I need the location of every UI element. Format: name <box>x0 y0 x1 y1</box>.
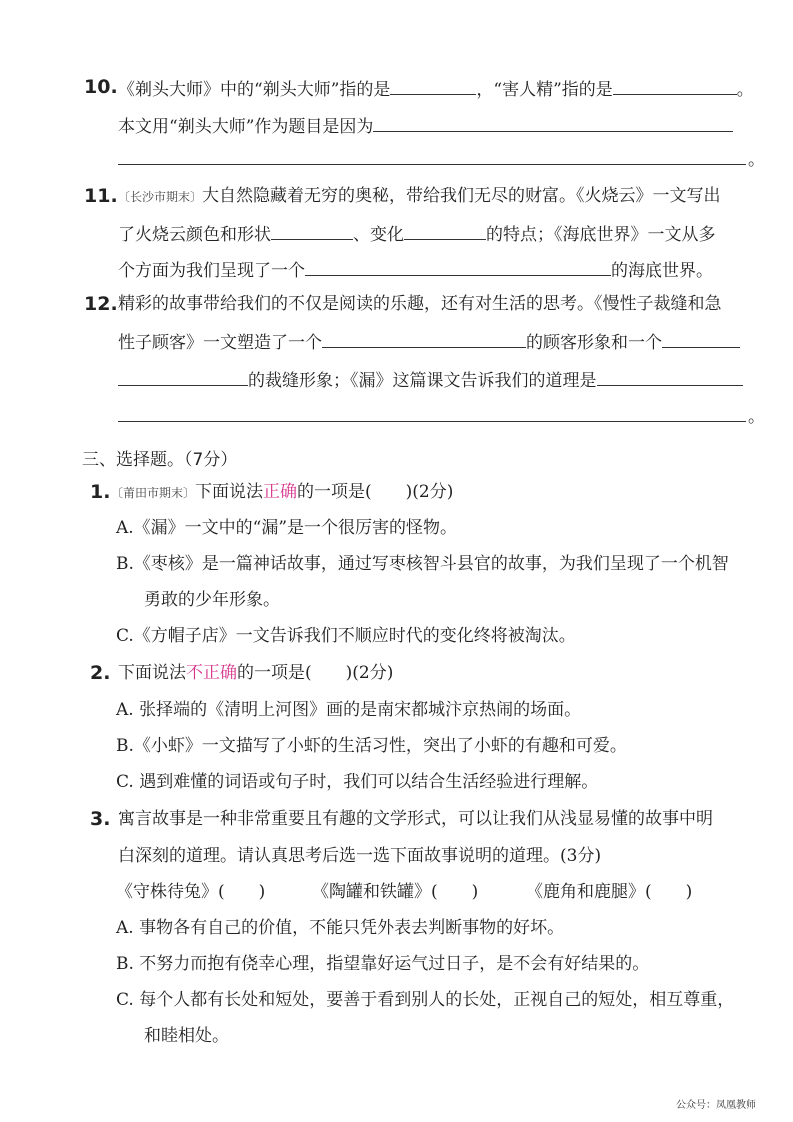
question-line <box>118 186 721 207</box>
question-number: 3. <box>90 808 111 830</box>
answer-blank[interactable] <box>613 77 737 95</box>
question-number: 10. <box>84 76 118 98</box>
question-line <box>118 330 740 353</box>
answer-blank[interactable] <box>118 368 248 386</box>
answer-line[interactable] <box>118 164 746 165</box>
question-text: 的裁缝形象；《漏》这篇课文告诉我们的道理是 <box>248 371 597 391</box>
question-text: 的一项是( )(2分) <box>237 663 394 683</box>
story-item-1[interactable]: 《守株待兔》( ) <box>116 882 266 902</box>
answer-blank[interactable] <box>404 222 486 240</box>
question-line: 精彩的故事带给我们的不仅是阅读的乐趣，还有对生活的思考。《慢性子裁缝和急 <box>118 294 722 314</box>
option-c[interactable]: C. 遇到难懂的词语或句子时，我们可以结合生活经验进行理解。 <box>116 772 599 792</box>
option-c[interactable]: C.《方帽子店》一文告诉我们不顺应时代的变化终将被淘汰。 <box>116 626 576 646</box>
question-text: 的海底世界。 <box>611 261 713 281</box>
option-a[interactable]: A.《漏》一文中的“漏”是一个很厉害的怪物。 <box>116 518 458 538</box>
answer-blank[interactable] <box>597 368 743 386</box>
question-stem <box>111 482 453 503</box>
question-number: 2. <box>90 662 111 684</box>
question-text: 下面说法 <box>195 482 264 502</box>
answer-blank[interactable] <box>373 114 733 132</box>
question-text: 《剃头大师》中的“剃头大师”指的是 <box>118 80 391 100</box>
option-b-continued: 勇敢的少年形象。 <box>144 590 280 610</box>
answer-blank[interactable] <box>662 330 740 348</box>
question-text: 的特点；《海底世界》一文从多 <box>486 225 716 245</box>
source-tag: 〔长沙市期末〕 <box>118 190 203 204</box>
story-item-2[interactable]: 《陶罐和铁罐》( ) <box>312 882 479 902</box>
question-line <box>118 258 713 281</box>
question-text: 大自然隐藏着无穷的奥秘，带给我们无尽的财富。《火烧云》一文写出 <box>202 186 721 206</box>
question-number: 12. <box>84 293 118 315</box>
question-text: 了火烧云颜色和形状 <box>118 225 271 245</box>
question-text: 个方面为我们呈现了一个 <box>118 261 305 281</box>
story-item-3[interactable]: 《鹿角和鹿腿》( ) <box>526 882 693 902</box>
question-text: 。 <box>748 150 765 170</box>
question-line <box>118 222 716 245</box>
question-stem <box>118 663 393 683</box>
keyword-highlight: 不正确 <box>186 663 237 683</box>
question-number: 1. <box>90 481 111 503</box>
option-b[interactable]: B. 不努力而抱有侥幸心理，指望靠好运气过日子，是不会有好结果的。 <box>116 954 650 974</box>
question-line <box>118 368 743 391</box>
keyword-highlight: 正确 <box>263 482 298 502</box>
question-text: 。 <box>736 80 754 100</box>
question-line: 白深刻的道理。请认真思考后选一选下面故事说明的道理。(3分) <box>118 846 602 866</box>
question-text: 的顾客形象和一个 <box>526 333 662 353</box>
question-line: 寓言故事是一种非常重要且有趣的文学形式，可以让我们从浅显易懂的故事中明 <box>118 809 713 829</box>
answer-blank[interactable] <box>305 258 611 276</box>
source-tag: 〔莆田市期末〕 <box>111 486 196 500</box>
option-b[interactable]: B.《小虾》一文描写了小虾的生活习性，突出了小虾的有趣和可爱。 <box>116 736 627 756</box>
option-b[interactable]: B.《枣核》是一篇神话故事，通过写枣核智斗县官的故事，为我们呈现了一个机智 <box>116 554 729 574</box>
option-a[interactable]: A. 张择端的《清明上河图》画的是南宋都城汴京热闹的场面。 <box>116 700 582 720</box>
question-text: ，“害人精”指的是 <box>476 80 613 100</box>
answer-blank[interactable] <box>322 330 526 348</box>
option-c[interactable]: C. 每个人都有长处和短处，要善于看到别人的长处，正视自己的短处，相互尊重， <box>116 990 735 1010</box>
footer-watermark: 公众号：凤凰教师 <box>676 1100 756 1111</box>
question-number: 11. <box>84 185 118 207</box>
question-text: 本文用“剃头大师”作为题目是因为 <box>118 117 374 137</box>
section-title: 三、选择题。（7分） <box>82 450 238 470</box>
question-text: 性子顾客》一文塑造了一个 <box>118 333 322 353</box>
question-text: 的一项是( )(2分) <box>297 482 454 502</box>
question-text: 下面说法 <box>118 663 186 683</box>
question-line <box>118 114 733 137</box>
question-line <box>118 77 754 100</box>
option-c-continued: 和睦相处。 <box>144 1026 229 1046</box>
question-text: 、变化 <box>353 225 404 245</box>
answer-blank[interactable] <box>271 222 353 240</box>
answer-blank[interactable] <box>390 77 476 95</box>
option-a[interactable]: A. 事物各有自己的价值，不能只凭外表去判断事物的好坏。 <box>116 918 565 938</box>
question-text: 。 <box>748 407 765 427</box>
answer-line[interactable] <box>118 421 746 422</box>
